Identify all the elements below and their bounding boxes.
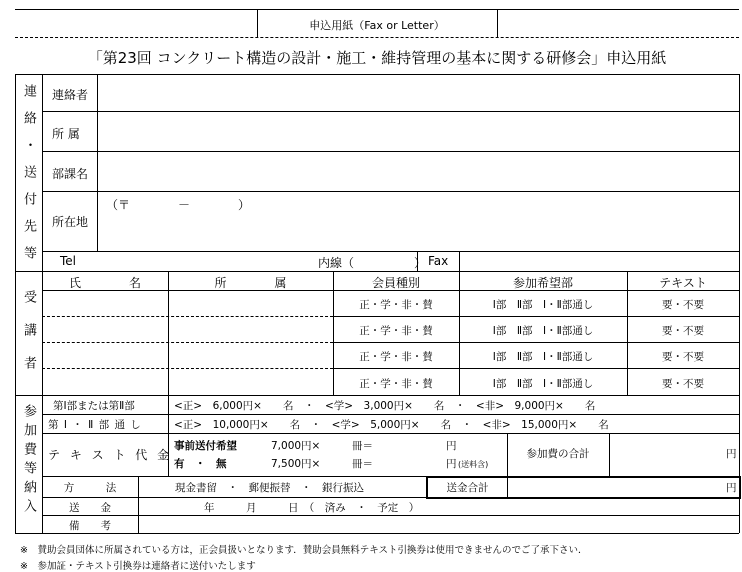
fee-row2-label: 第 Ⅰ ・ Ⅱ 部 通 し [48,419,142,431]
postal-code-hint: （〒 － ） [106,198,251,212]
affiliation-label: 所 属 [52,127,80,141]
fee-total-unit: 円 [726,448,737,460]
page-title: 「第23回 コンクリート構造の設計・施工・維持管理の基本に関する研修会」申込用紙 [87,49,667,67]
attendees-section-label: 受講者 [21,290,36,389]
parts-select[interactable]: Ⅰ部 Ⅱ部 Ⅰ・Ⅱ部通し [492,378,594,390]
col-member-type-header: 会員種別 [371,276,420,290]
fees-section-label: 参加費等納入 [21,404,36,518]
textbook-fee-label: テ キ ス ト 代 金 [48,448,173,462]
note-member-policy: ※ 賛助会員団体に所属されている方は，正会員扱いとなります．賛助会員無料テキスト引換券は使用できませんのでご了承下さい． [20,545,588,556]
textbook-select[interactable]: 要・不要 [662,325,704,337]
col-affiliation-header: 所 属 [214,276,287,290]
textbook-select[interactable]: 要・不要 [662,351,704,363]
remarks-label: 備 考 [69,520,111,532]
member-type-select[interactable]: 正・学・非・賛 [359,299,433,311]
advance-shipping-label: 事前送付希望 [174,440,237,452]
shipping-qty-unit: 冊＝ [352,458,373,470]
textbook-select[interactable]: 要・不要 [662,378,704,390]
member-type-select[interactable]: 正・学・非・賛 [359,378,433,390]
parts-select[interactable]: Ⅰ部 Ⅱ部 Ⅰ・Ⅱ部通し [492,325,594,337]
advance-yen-unit: 円 [446,440,457,452]
fee-row1-values: <正> 6,000円× 名 ・ <学> 3,000円× 名 ・ <非> 9,000円× 名 [174,400,596,412]
address-label: 所在地 [52,215,89,229]
department-field[interactable] [98,152,738,190]
member-type-select[interactable]: 正・学・非・賛 [359,351,433,363]
fee-row1-label: 第Ⅰ部または第Ⅱ部 [53,400,135,412]
fee-row2-values: <正> 10,000円× 名 ・ <学> 5,000円× 名 ・ <非> 15,000円× 名 [174,419,609,431]
remit-date[interactable]: 年 月 日 （ 済み ・ 予定 ） [204,502,420,514]
parts-select[interactable]: Ⅰ部 Ⅱ部 Ⅰ・Ⅱ部通し [492,299,594,311]
shipping-yen-unit: 円 [446,458,457,470]
contact-person-label: 連絡者 [52,88,89,102]
tel-label: Tel [60,254,77,268]
shipping-included-note: (送料含) [458,460,489,469]
affiliation-field[interactable] [98,112,738,150]
remit-label: 送 金 [69,502,111,514]
form-type-label: 申込用紙（Fax or Letter） [309,19,445,32]
extension-label: 内線（ ） [318,256,427,270]
fee-total-label: 参加費の合計 [526,448,590,460]
parts-select[interactable]: Ⅰ部 Ⅱ部 Ⅰ・Ⅱ部通し [492,351,594,363]
advance-price: 7,000円× [271,440,321,452]
advance-qty-unit: 冊＝ [352,440,373,452]
col-textbook-header: テキスト [659,276,707,290]
have-or-not-label[interactable]: 有 ・ 無 [174,458,227,470]
textbook-select[interactable]: 要・不要 [662,299,704,311]
note-delivery: ※ 参加証・テキスト引換券は連絡者に送付いたします [20,561,256,572]
col-parts-header: 参加希望部 [512,276,573,290]
remit-total-unit: 円 [726,482,737,494]
shipping-price: 7,500円× [271,458,321,470]
payment-method-options[interactable]: 現金書留 ・ 郵便振替 ・ 銀行振込 [175,482,364,494]
contact-person-field[interactable] [98,75,738,110]
fax-label: Fax [428,254,449,268]
department-label: 部課名 [52,167,89,181]
address-field[interactable] [98,192,738,250]
remarks-field[interactable] [139,516,738,532]
member-type-select[interactable]: 正・学・非・賛 [359,325,433,337]
col-name-header: 氏 名 [68,276,141,290]
method-label: 方 法 [63,482,117,494]
contact-section-label: 連絡・送付先等 [21,84,36,273]
remit-total-label: 送金合計 [446,482,489,494]
